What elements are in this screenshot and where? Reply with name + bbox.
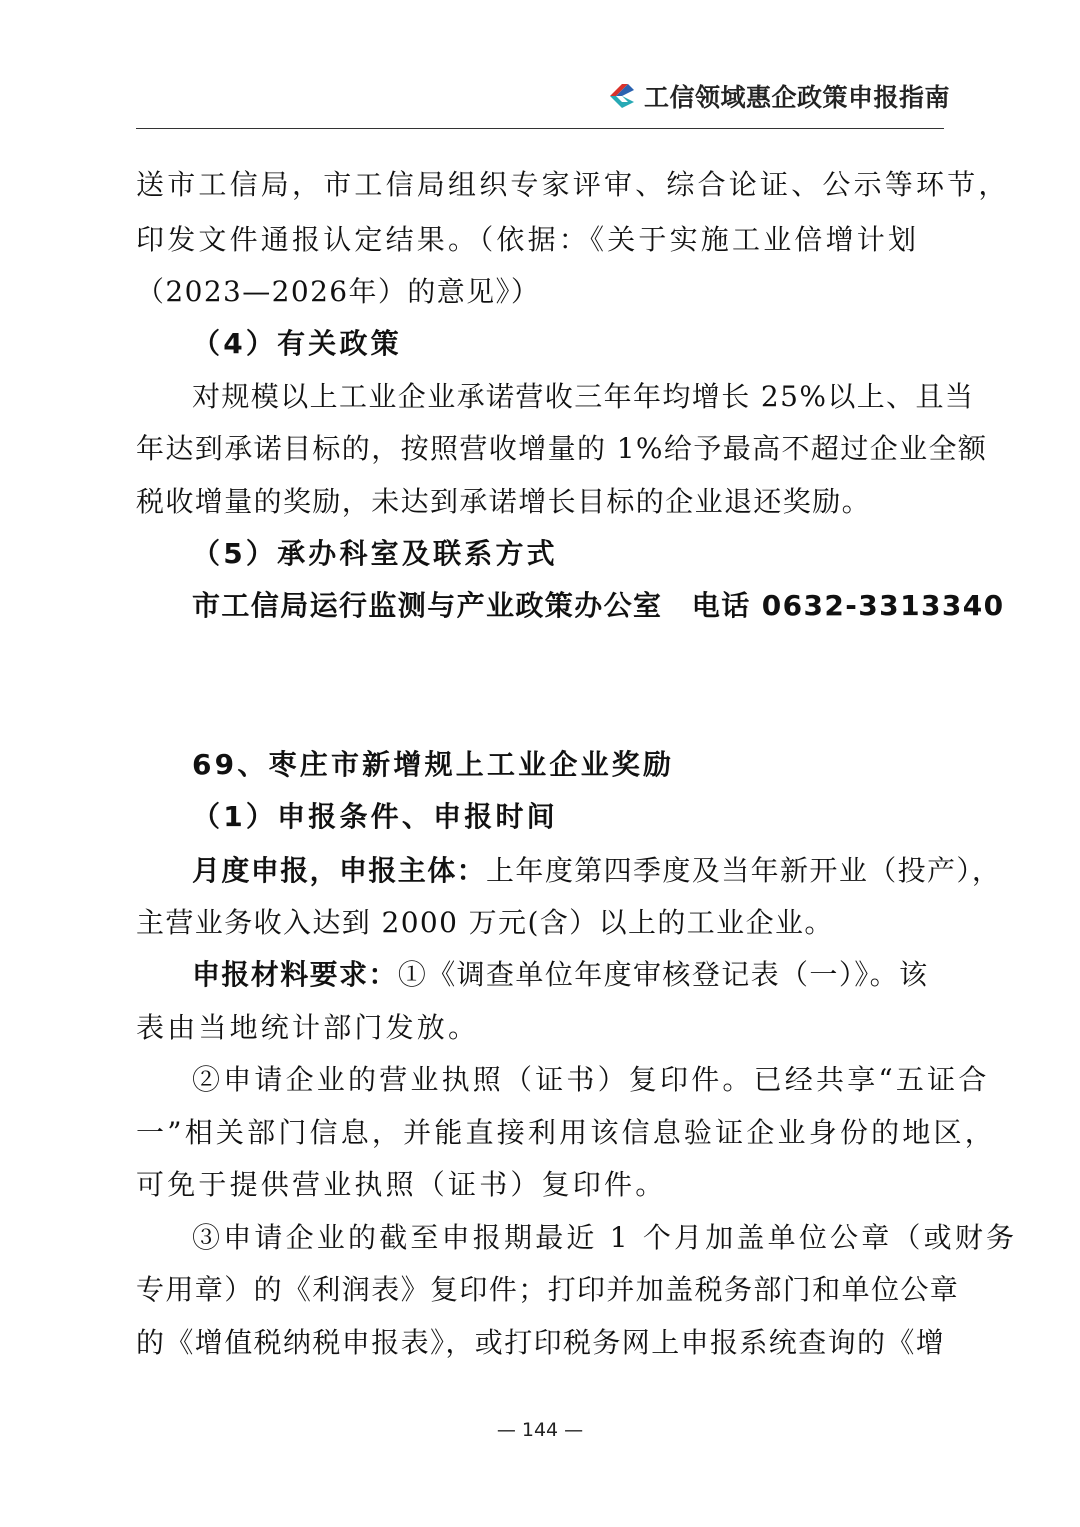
- body-line: 主营业务收入达到 2000 万元(含）以上的工业企业。: [136, 906, 834, 939]
- body-line: ②申请企业的营业执照（证书）复印件。已经共享“五证合: [192, 1063, 990, 1096]
- body-line: 税收增量的奖励，未达到承诺增长目标的企业退还奖励。: [136, 485, 872, 518]
- header-divider: [136, 128, 944, 129]
- body-line: 一”相关部门信息，并能直接利用该信息验证企业身份的地区，: [136, 1116, 996, 1149]
- body-line: 专用章）的《利润表》复印件；打印并加盖税务部门和单位公章: [136, 1273, 960, 1306]
- monthly-text: 上年度第四季度及当年新开业（投产），: [486, 854, 1002, 887]
- subheading-conditions: （1）申报条件、申报时间: [192, 800, 558, 833]
- subheading-contact: （5）承办科室及联系方式: [192, 537, 558, 570]
- body-line: 送市工信局，市工信局组织专家评审、综合论证、公示等环节，: [136, 168, 1010, 201]
- materials-label: 申报材料要求：: [192, 958, 398, 991]
- contact-info: 市工信局运行监测与产业政策办公室 电话 0632-3313340: [192, 589, 1005, 622]
- monthly-label: 月度申报，申报主体：: [192, 854, 487, 887]
- body-line: （2023—2026年）的意见》）: [136, 275, 541, 308]
- page-header: [606, 76, 1006, 116]
- section-title: 69、枣庄市新增规上工业企业奖励: [192, 748, 675, 781]
- header-title: 工信领域惠企政策申报指南: [644, 83, 951, 112]
- body-line: 印发文件通报认定结果。（依据：《关于实施工业倍增计划: [136, 223, 920, 256]
- body-line: [192, 849, 1002, 893]
- logo-icon: [606, 80, 638, 112]
- body-line: [192, 953, 944, 997]
- body-line: 表由当地统计部门发放。: [136, 1011, 480, 1044]
- body-line: 对规模以上工业企业承诺营收三年年均增长 25%以上、且当: [192, 380, 975, 413]
- body-line: ③申请企业的截至申报期最近 1 个月加盖单位公章（或财务: [192, 1221, 1018, 1254]
- page-number: — 144 —: [496, 1419, 584, 1441]
- body-line: 年达到承诺目标的，按照营收增量的 1%给予最高不超过企业全额: [136, 432, 988, 465]
- body-line: 的《增值税纳税申报表》，或打印税务网上申报系统查询的《增: [136, 1326, 946, 1359]
- materials-text: ①《调查单位年度审核登记表（一）》。该: [397, 958, 929, 991]
- subheading-policy: （4）有关政策: [192, 327, 402, 360]
- body-line: 可免于提供营业执照（证书）复印件。: [136, 1168, 667, 1201]
